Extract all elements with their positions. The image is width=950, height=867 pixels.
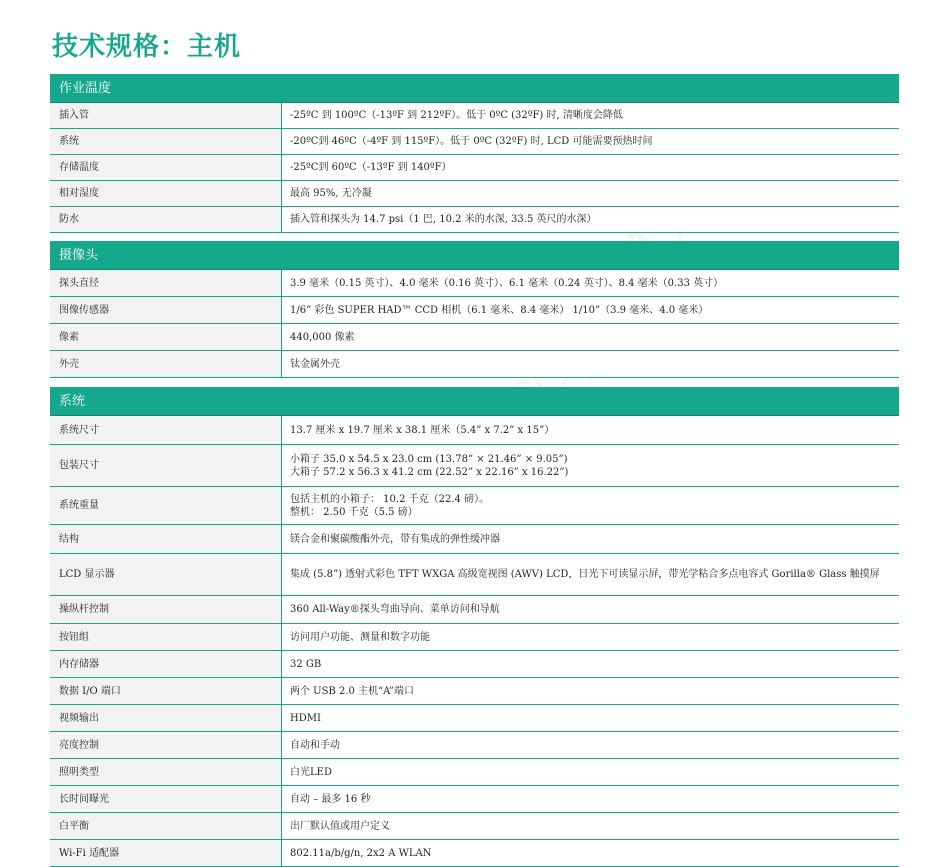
spec-value: 最高 95%, 无冷凝 [282, 181, 900, 207]
spec-value: 插入管和探头为 14.7 psi（1 巴, 10.2 米的水深, 33.5 英尺的水深） [282, 207, 900, 233]
spec-value-line: 小箱子 35.0 x 54.5 x 23.0 cm (13.78” × 21.46” × 9.05”) [290, 453, 568, 465]
spec-value: HDMI [282, 705, 900, 732]
table-row [50, 651, 899, 678]
table-row [50, 103, 899, 129]
table-row [50, 207, 899, 233]
spec-value [282, 487, 900, 525]
table-row [50, 270, 899, 297]
spec-label: 插入管 [50, 103, 282, 129]
table-row [50, 759, 899, 786]
spec-value: 自动和手动 [282, 732, 900, 759]
spec-value: 集成 (5.8”) 透射式彩色 TFT WXGA 高级宽视图 (AWV) LCD，日光下可读显示屏，带光学粘合多点电容式 Gorilla® Glass 触摸屏 [282, 554, 900, 596]
table-row [50, 129, 899, 155]
table-row [50, 624, 899, 651]
table-row [50, 181, 899, 207]
spec-label: 视频输出 [50, 705, 282, 732]
spec-value: 白光LED [282, 759, 900, 786]
spec-label: 包装尺寸 [50, 445, 282, 487]
spec-value: 802.11a/b/g/n, 2x2 A WLAN [282, 840, 900, 867]
spec-table [50, 416, 899, 867]
table-row [50, 445, 899, 487]
spec-label: Wi-Fi 适配器 [50, 840, 282, 867]
table-row [50, 324, 899, 351]
spec-value: -25ºC 到 100ºC（-13ºF 到 212ºF）。低于 0ºC (32ºF) 时, 清晰度会降低 [282, 103, 900, 129]
spec-value [282, 445, 900, 487]
spec-value: 钛金属外壳 [282, 351, 900, 378]
spec-label: 系统重量 [50, 487, 282, 525]
table-row [50, 416, 899, 445]
spec-value-line: 包括主机的小箱子： 10.2 千克（22.4 磅）。 [290, 493, 490, 505]
spec-value-line: 整机： 2.50 千克（5.5 磅） [290, 506, 418, 518]
spec-value: 访问用户功能、测量和数字功能 [282, 624, 900, 651]
section-camera [50, 241, 899, 378]
spec-label: 系统尺寸 [50, 416, 282, 445]
spec-label: 照明类型 [50, 759, 282, 786]
spec-label: LCD 显示器 [50, 554, 282, 596]
page-title: 技术规格：主机 [52, 32, 242, 62]
spec-label: 图像传感器 [50, 297, 282, 324]
spec-value: 13.7 厘米 x 19.7 厘米 x 38.1 厘米（5.4” x 7.2” x 15”） [282, 416, 900, 445]
spec-value: 3.9 毫米（0.15 英寸）、4.0 毫米（0.16 英寸）、6.1 毫米（0.24 英寸）、8.4 毫米（0.33 英寸） [282, 270, 900, 297]
spec-table [50, 103, 899, 233]
section-header: 系统 [50, 387, 899, 416]
table-row [50, 155, 899, 181]
spec-label: 探头直径 [50, 270, 282, 297]
spec-value: -25ºC到 60ºC（-13ºF 到 140ºF） [282, 155, 900, 181]
spec-label: 数据 I/O 端口 [50, 678, 282, 705]
spec-value: 1/6” 彩色 SUPER HAD™ CCD 相机（6.1 毫米、8.4 毫米） 1/10”（3.9 毫米、4.0 毫米） [282, 297, 900, 324]
spec-label: 结构 [50, 525, 282, 554]
spec-value: 出厂默认值或用户定义 [282, 813, 900, 840]
spec-value: 镁合金和聚碳酸酯外壳，带有集成的弹性缓冲器 [282, 525, 900, 554]
spec-label: 内存储器 [50, 651, 282, 678]
spec-value: 两个 USB 2.0 主机“A”端口 [282, 678, 900, 705]
spec-label: 白平衡 [50, 813, 282, 840]
table-row [50, 351, 899, 378]
table-row [50, 554, 899, 596]
section-system [50, 387, 899, 867]
spec-label: 操纵杆控制 [50, 596, 282, 624]
table-row [50, 786, 899, 813]
section-operating-temperature [50, 74, 899, 233]
table-row [50, 705, 899, 732]
spec-label: 外壳 [50, 351, 282, 378]
spec-value-line: 大箱子 57.2 x 56.3 x 41.2 cm (22.52” x 22.16” x 16.22”) [290, 466, 569, 478]
spec-label: 亮度控制 [50, 732, 282, 759]
section-header: 作业温度 [50, 74, 899, 103]
spec-table [50, 270, 899, 378]
spec-label: 像素 [50, 324, 282, 351]
table-row [50, 596, 899, 624]
spec-value: 360 All-Way®探头弯曲导向、菜单访问和导航 [282, 596, 900, 624]
spec-label: 相对湿度 [50, 181, 282, 207]
table-row [50, 297, 899, 324]
section-header: 摄像头 [50, 241, 899, 270]
spec-value: -20ºC到 46ºC（-4ºF 到 115ºF）。低于 0ºC (32ºF) 时, LCD 可能需要预热时间 [282, 129, 900, 155]
spec-value: 32 GB [282, 651, 900, 678]
spec-value: 自动 – 最多 16 秒 [282, 786, 900, 813]
spec-label: 存储温度 [50, 155, 282, 181]
spec-value: 440,000 像素 [282, 324, 900, 351]
spec-label: 防水 [50, 207, 282, 233]
table-row [50, 732, 899, 759]
spec-label: 按钮组 [50, 624, 282, 651]
spec-label: 长时间曝光 [50, 786, 282, 813]
table-row [50, 813, 899, 840]
table-row [50, 678, 899, 705]
spec-label: 系统 [50, 129, 282, 155]
table-row [50, 487, 899, 525]
table-row [50, 525, 899, 554]
table-row [50, 840, 899, 867]
